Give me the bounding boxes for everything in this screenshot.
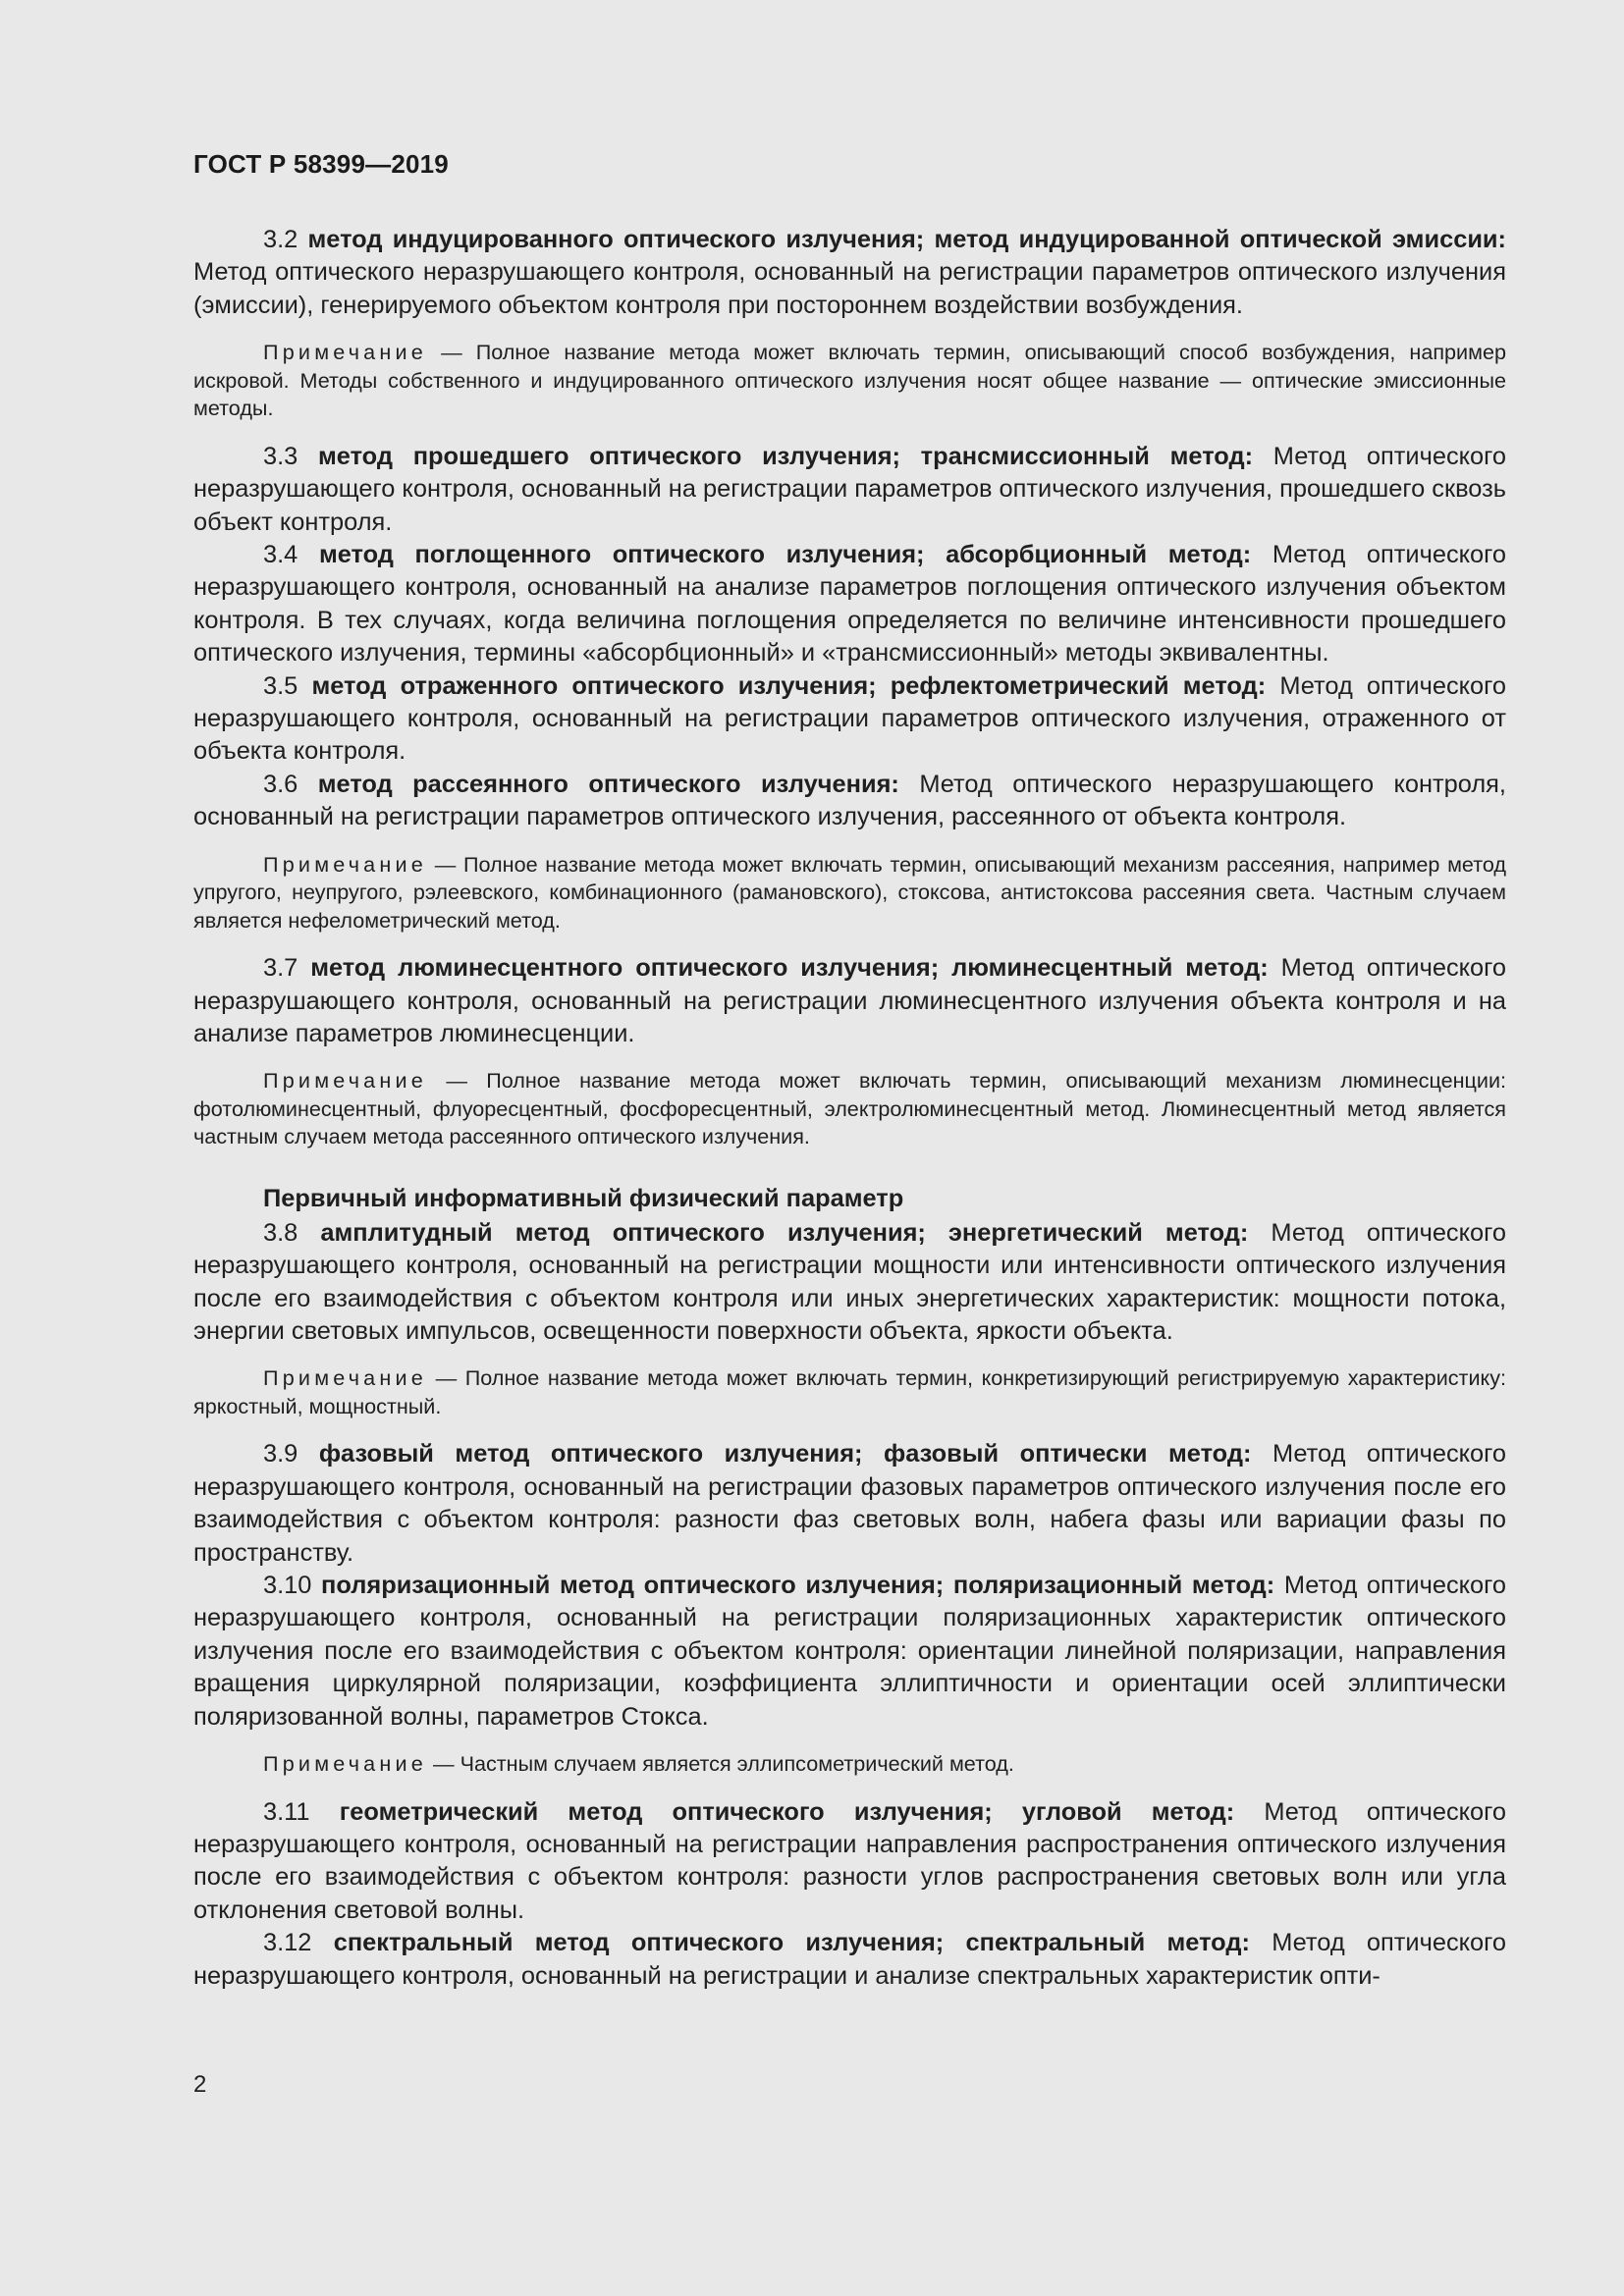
term-number: 3.5 bbox=[263, 671, 298, 700]
term-definition: Метод оптического неразрушающего контроля, основанный на регистрации и анализе спектральных характеристик опти- bbox=[193, 1929, 1506, 1990]
term-number: 3.8 bbox=[263, 1218, 298, 1247]
term-name: поляризационный метод оптического излучения; поляризационный метод: bbox=[321, 1572, 1275, 1600]
note-entry bbox=[193, 339, 1506, 423]
note-text: — Частным случаем является эллипсометрический метод. bbox=[433, 1751, 1014, 1777]
term-definition: Метод оптического неразрушающего контроля, основанный на анализе параметров поглощения оптического излучения объектом контроля. В тех случаях, когда величина поглощения определяется по величине интенсивности прошедшего оптического излучения, термины «абсорбционный» и «трансмиссионный» методы эквивалентны. bbox=[193, 540, 1506, 667]
note-label: Примечание bbox=[263, 1365, 427, 1391]
term-name: метод поглощенного оптического излучения; абсорбционный метод: bbox=[318, 540, 1252, 568]
term-entry-3-8 bbox=[193, 1217, 1506, 1349]
term-name: метод люминесцентного оптического излучения; люминесцентный метод: bbox=[310, 954, 1269, 983]
term-definition: Метод оптического неразрушающего контроля, основанный на регистрации параметров оптического излучения, прошедшего сквозь объект контроля. bbox=[193, 442, 1506, 536]
term-entry-3-3 bbox=[193, 441, 1506, 539]
term-definition: Метод оптического неразрушающего контроля, основанный на регистрации фазовых параметров оптического излучения после его взаимодействия с объектом контроля: разности фаз световых волн, набега фазы или вариации фазы по пространству. bbox=[193, 1440, 1507, 1567]
note-entry bbox=[193, 1750, 1506, 1779]
note-text: — Полное название метода может включать термин, описывающий механизм рассеяния, например метод упругого, неупругого, рэлеевского, комбинационного (рамановского), стоксова, антистоксова рассеяния света. Частным случаем является нефелометрический метод. bbox=[193, 851, 1507, 933]
term-entry-3-10 bbox=[193, 1570, 1506, 1734]
note-entry bbox=[193, 1067, 1506, 1151]
term-entry-3-7 bbox=[193, 952, 1506, 1050]
term-name: метод отраженного оптического излучения; рефлектометрический метод: bbox=[311, 671, 1267, 700]
term-number: 3.7 bbox=[263, 954, 298, 983]
term-name: метод прошедшего оптического излучения; трансмиссионный метод: bbox=[318, 442, 1254, 470]
document-header: ГОСТ Р 58399—2019 bbox=[193, 149, 449, 179]
note-label: Примечание bbox=[263, 340, 427, 365]
section-subheading: Первичный информативный физический параметр bbox=[263, 1184, 904, 1212]
term-definition: Метод оптического неразрушающего контроля, основанный на регистрации мощности или интенсивности оптического излучения после его взаимодействия с объектом контроля или иных энергетических характеристик: мощности потока, энергии световых импульсов, освещенности поверхности объекта, яркости объекта. bbox=[193, 1218, 1506, 1346]
term-definition: Метод оптического неразрушающего контроля, основанный на регистрации направления распространения оптического излучения после его взаимодействия с объектом контроля: разности углов распространения световых волн или угла отклонения световой волны. bbox=[193, 1797, 1506, 1924]
term-number: 3.9 bbox=[263, 1440, 298, 1468]
term-number: 3.12 bbox=[263, 1929, 312, 1957]
note-label: Примечание bbox=[263, 1068, 427, 1094]
term-entry-3-11 bbox=[193, 1796, 1506, 1928]
term-definition: Метод оптического неразрушающего контроля, основанный на регистрации поляризационных характеристик оптического излучения после его взаимодействия с объектом контроля: ориентации линейной поляризации, направления вращения циркулярной поляризации, коэффициента эллиптичности и ориентации осей эллиптически поляризованной волны, параметров Стокса. bbox=[193, 1572, 1506, 1731]
term-number: 3.6 bbox=[263, 770, 298, 798]
term-name: фазовый метод оптического излучения; фазовый оптически метод: bbox=[318, 1440, 1252, 1468]
term-name: метод рассеянного оптического излучения: bbox=[317, 770, 899, 798]
term-definition: Метод оптического неразрушающего контроля, основанный на регистрации параметров оптического излучения, рассеянного от объекта контроля. bbox=[193, 770, 1506, 831]
term-number: 3.2 bbox=[263, 226, 298, 253]
page-number: 2 bbox=[193, 2071, 207, 2098]
term-definition: Метод оптического неразрушающего контроля, основанный на регистрации люминесцентного излучения объекта контроля и на анализе параметров люминесценции. bbox=[193, 954, 1506, 1047]
term-number: 3.10 bbox=[263, 1572, 312, 1600]
note-text: — Полное название метода может включать термин, описывающий механизм люминесценции: фотолюминесцентный, флуоресцентный, фосфоресцентный, электролюминесцентный метод. Люминесцентный метод является частным случаем метода рассеянного оптического излучения. bbox=[193, 1068, 1507, 1149]
term-name: спектральный метод оптического излучения; спектральный метод: bbox=[333, 1929, 1250, 1957]
note-label: Примечание bbox=[263, 1751, 427, 1777]
term-name: геометрический метод оптического излучения; угловой метод: bbox=[339, 1797, 1235, 1826]
term-name: метод индуцированного оптического излучения; метод индуцированной оптической эмиссии: bbox=[307, 226, 1506, 253]
term-number: 3.3 bbox=[263, 442, 298, 470]
term-entry-3-4 bbox=[193, 539, 1506, 670]
term-entry-3-12 bbox=[193, 1927, 1506, 1993]
note-text: — Полное название метода может включать термин, конкретизирующий регистрируемую характеристику: яркостный, мощностный. bbox=[193, 1365, 1506, 1418]
note-label: Примечание bbox=[263, 851, 427, 877]
term-entry-3-9 bbox=[193, 1438, 1506, 1570]
term-entry-3-5 bbox=[193, 670, 1506, 769]
term-number: 3.4 bbox=[263, 540, 298, 568]
term-entry-3-6 bbox=[193, 769, 1506, 834]
term-number: 3.11 bbox=[263, 1797, 310, 1826]
term-definition: Метод оптического неразрушающего контроля, основанный на регистрации параметров оптического излучения, отраженного от объекта контроля. bbox=[193, 671, 1507, 766]
term-definition: Метод оптического неразрушающего контроля, основанный на регистрации параметров оптического излучения (эмиссии), генерируемого объектом контроля при постороннем воздействии возбуждения. bbox=[193, 258, 1506, 319]
term-entry-3-2 bbox=[193, 224, 1506, 322]
note-entry bbox=[193, 851, 1506, 935]
term-name: амплитудный метод оптического излучения; энергетический метод: bbox=[320, 1218, 1249, 1247]
note-text: — Полное название метода может включать термин, описывающий способ возбуждения, например искровой. Методы собственного и индуцированного оптического излучения носят общее название — оптические эмиссионные методы. bbox=[193, 340, 1506, 421]
note-entry bbox=[193, 1364, 1506, 1420]
document-body bbox=[193, 224, 1506, 1993]
